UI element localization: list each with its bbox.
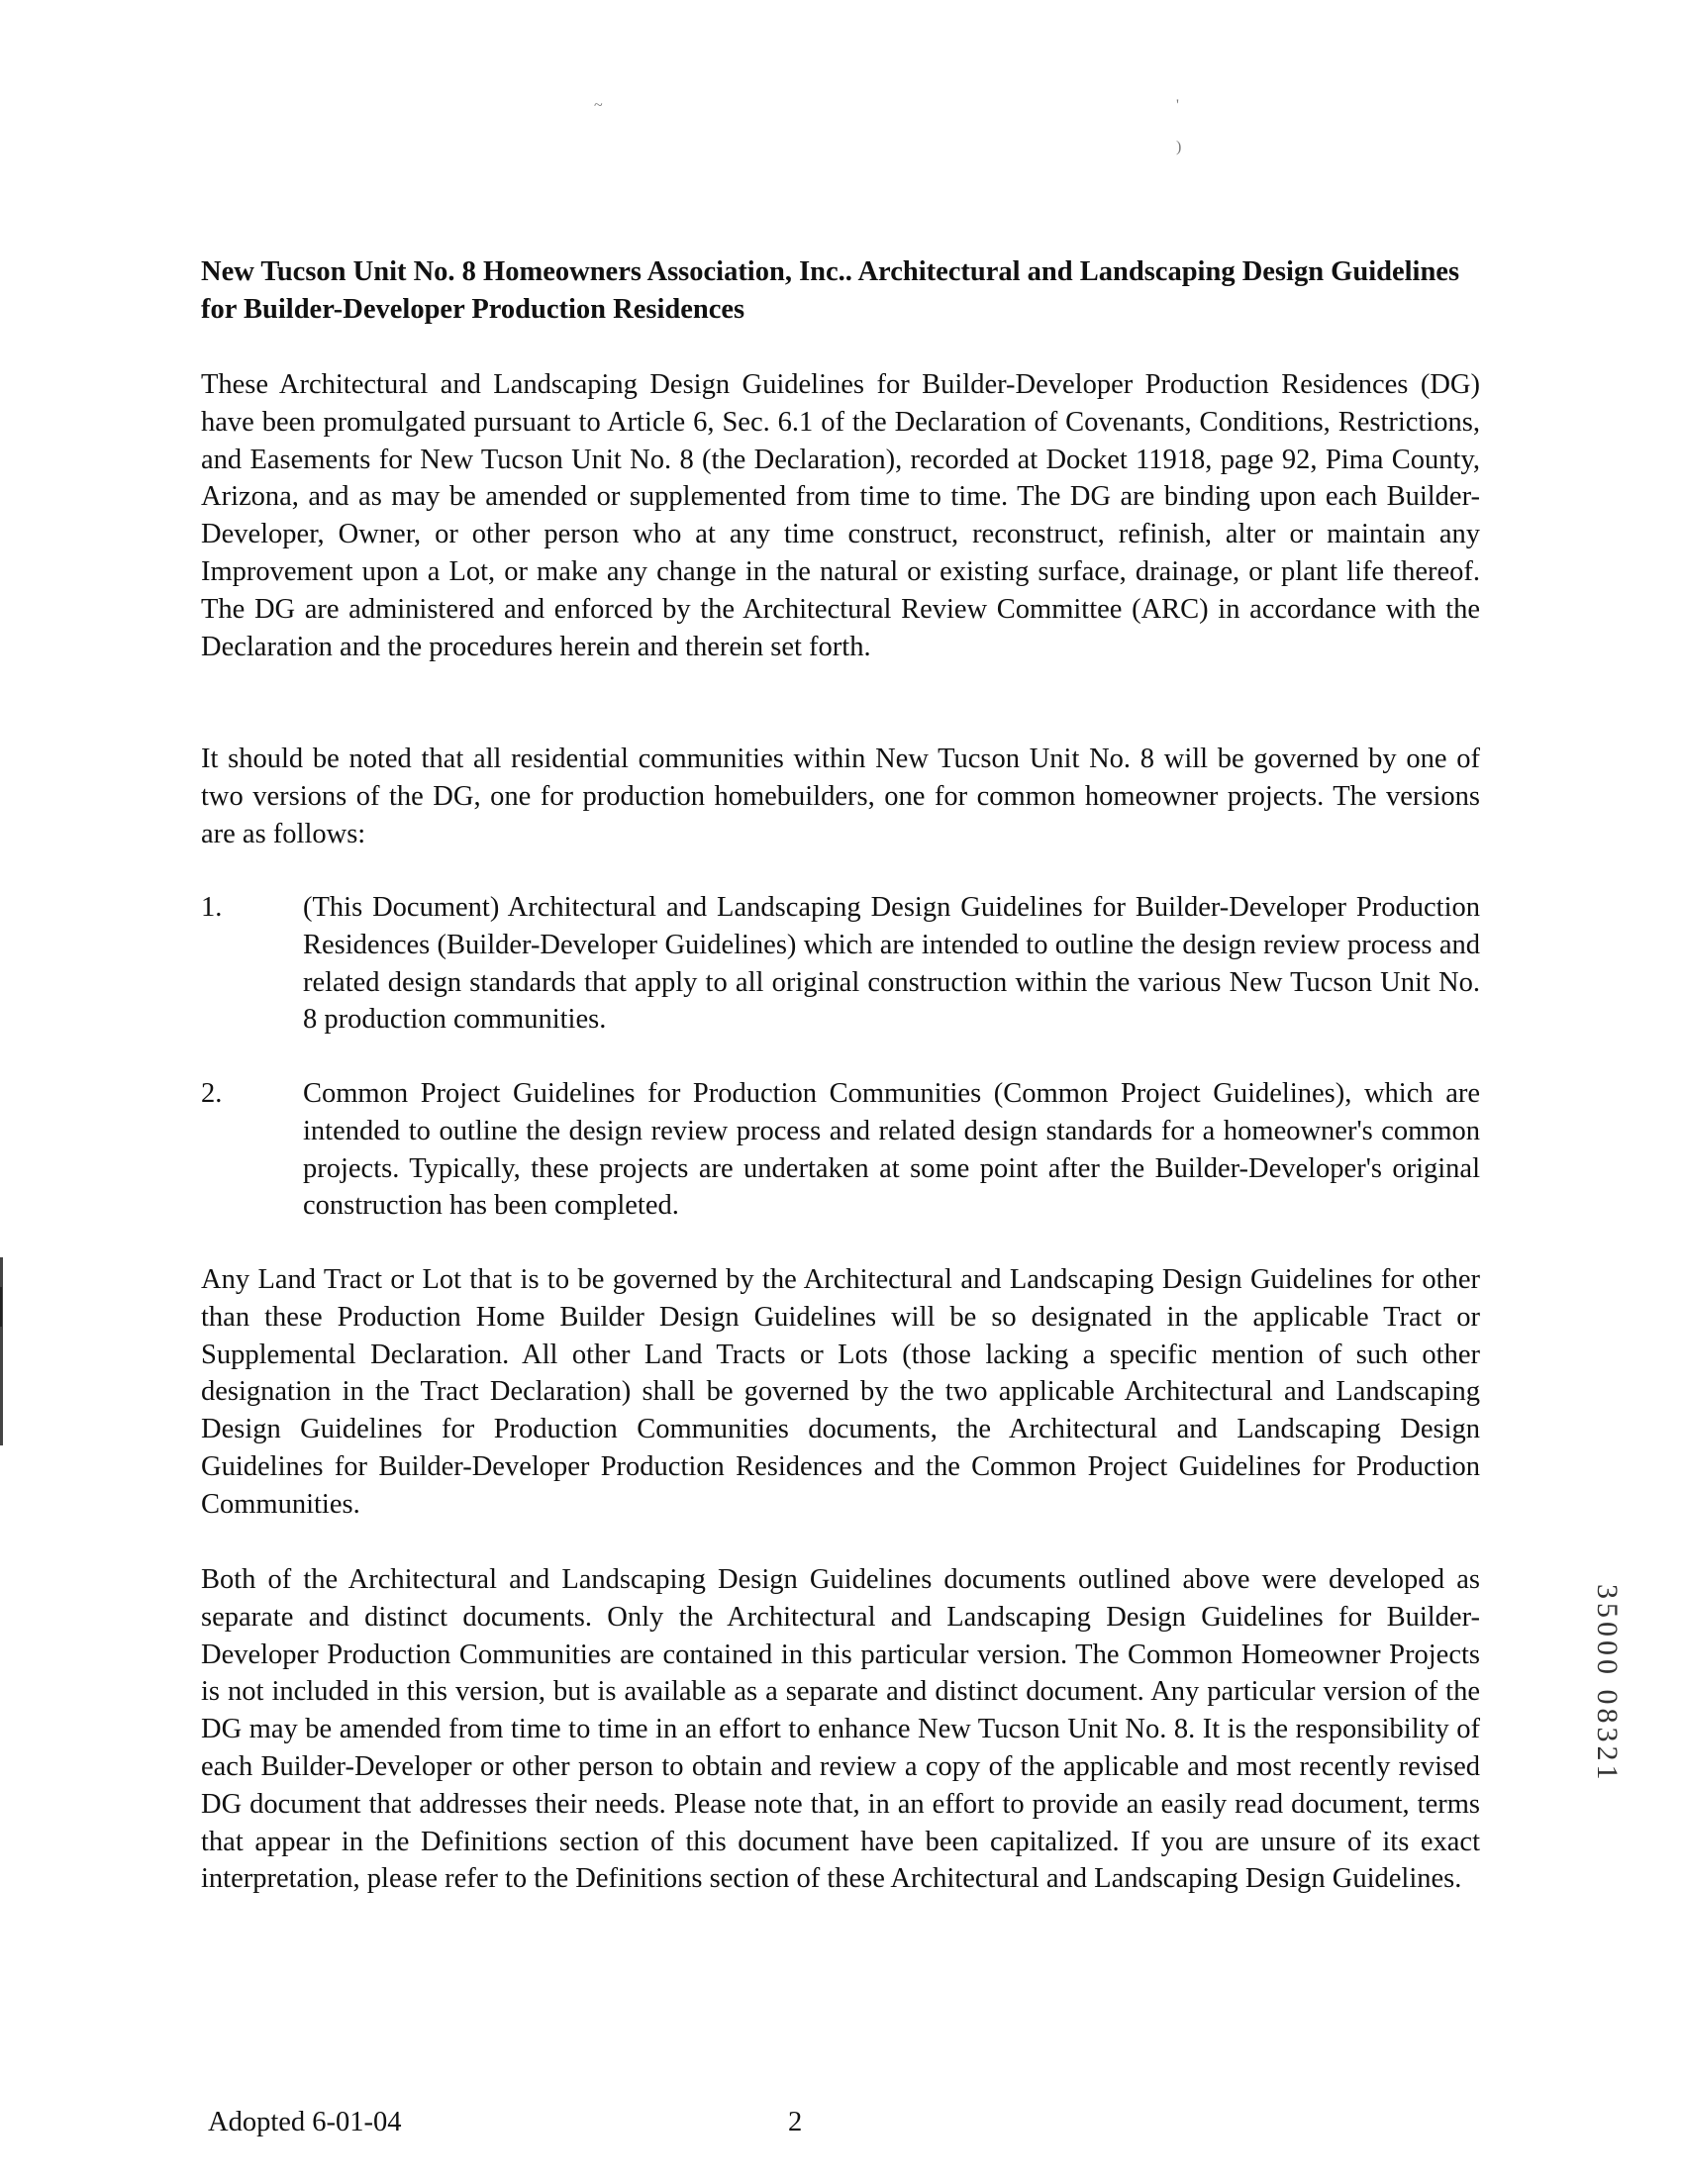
scan-mark: ) xyxy=(1176,139,1182,155)
scan-mark: ~ xyxy=(594,97,603,114)
intro-paragraph: These Architectural and Landscaping Design Guidelines for Builder-Developer Production Residences (DG) have been promulgated pursuant to Article 6, Sec. 6.1 of the Declaration of Covenants, Conditions, Restrictions, and Easements for New Tucson Unit No. 8 (the Declaration), recorded at Docket 11918, page 92, Pima County, Arizona, and as may be amended or supplemented from time to time. The DG are binding upon each Builder-Developer, Owner, or other person who at any time construct, reconstruct, refinish, alter or maintain any Improvement upon a Lot, or make any change in the natural or existing surface, drainage, or plant life thereof. The DG are administered and enforced by the Architectural Review Committee (ARC) in accordance with the Declaration and the procedures herein and therein set forth. xyxy=(201,369,1480,662)
list-item xyxy=(201,1075,1480,1225)
versions-paragraph: It should be noted that all residential communities within New Tucson Unit No. 8 will be governed by one of two versions of the DG, one for production homebuilders, one for common homeowner projects. The versions are as follows: xyxy=(201,744,1480,849)
list-item-text: (This Document) Architectural and Landscaping Design Guidelines for Builder-Developer Production Residences (Builder-Developer Guidelines) which are intended to outline the design review process and related design standards that apply to all original construction within the various New Tucson Unit No. 8 production communities. xyxy=(303,892,1480,1036)
document-title: New Tucson Unit No. 8 Homeowners Association, Inc.. Architectural and Landscaping Design Guidelines for Builder-Developer Production Residences xyxy=(201,256,1460,325)
page-number: 2 xyxy=(788,2107,803,2137)
scan-edge xyxy=(0,1257,3,1445)
list-item-text: Common Project Guidelines for Production Communities (Common Project Guidelines), which are intended to outline the design review process and related design standards for a homeowner's common projects. Typically, these projects are undertaken at some point after the Builder-Developer's original construction has been completed. xyxy=(303,1078,1480,1222)
docket-stamp: 35000 08321 xyxy=(1591,1584,1624,1784)
land-tract-paragraph: Any Land Tract or Lot that is to be governed by the Architectural and Landscaping Design Guidelines for other than these Production Home Builder Design Guidelines will be so designated in the applicable Tract or Supplemental Declaration. All other Land Tracts or Lots (those lacking a specific mention of such other designation in the Tract Declaration) shall be governed by the two applicable Architectural and Landscaping Design Guidelines for Production Communities documents, the Architectural and Landscaping Design Guidelines for Builder-Developer Production Residences and the Common Project Guidelines for Production Communities. xyxy=(201,1264,1480,1520)
list-item xyxy=(201,889,1480,1039)
scan-edge xyxy=(0,1287,2,1327)
scan-mark: ' xyxy=(1176,97,1179,114)
list-item-number: 2. xyxy=(201,1078,223,1109)
list-item-number: 1. xyxy=(201,892,223,923)
guidelines-paragraph: Both of the Architectural and Landscaping Design Guidelines documents outlined above were developed as separate and distinct documents. Only the Architectural and Landscaping Design Guidelines for Builder-Developer Production Communities are contained in this particular version. The Common Homeowner Projects is not included in this version, but is available as a separate and distinct document. Any particular version of the DG may be amended from time to time in an effort to enhance New Tucson Unit No. 8. It is the responsibility of each Builder-Developer or other person to obtain and review a copy of the applicable and most recently revised DG document that addresses their needs. Please note that, in an effort to provide an easily read document, terms that appear in the Definitions section of this document have been capitalized. If you are unsure of its exact interpretation, please refer to the Definitions section of these Architectural and Landscaping Design Guidelines. xyxy=(201,1564,1480,1895)
adopted-date: Adopted 6-01-04 xyxy=(208,2107,402,2137)
